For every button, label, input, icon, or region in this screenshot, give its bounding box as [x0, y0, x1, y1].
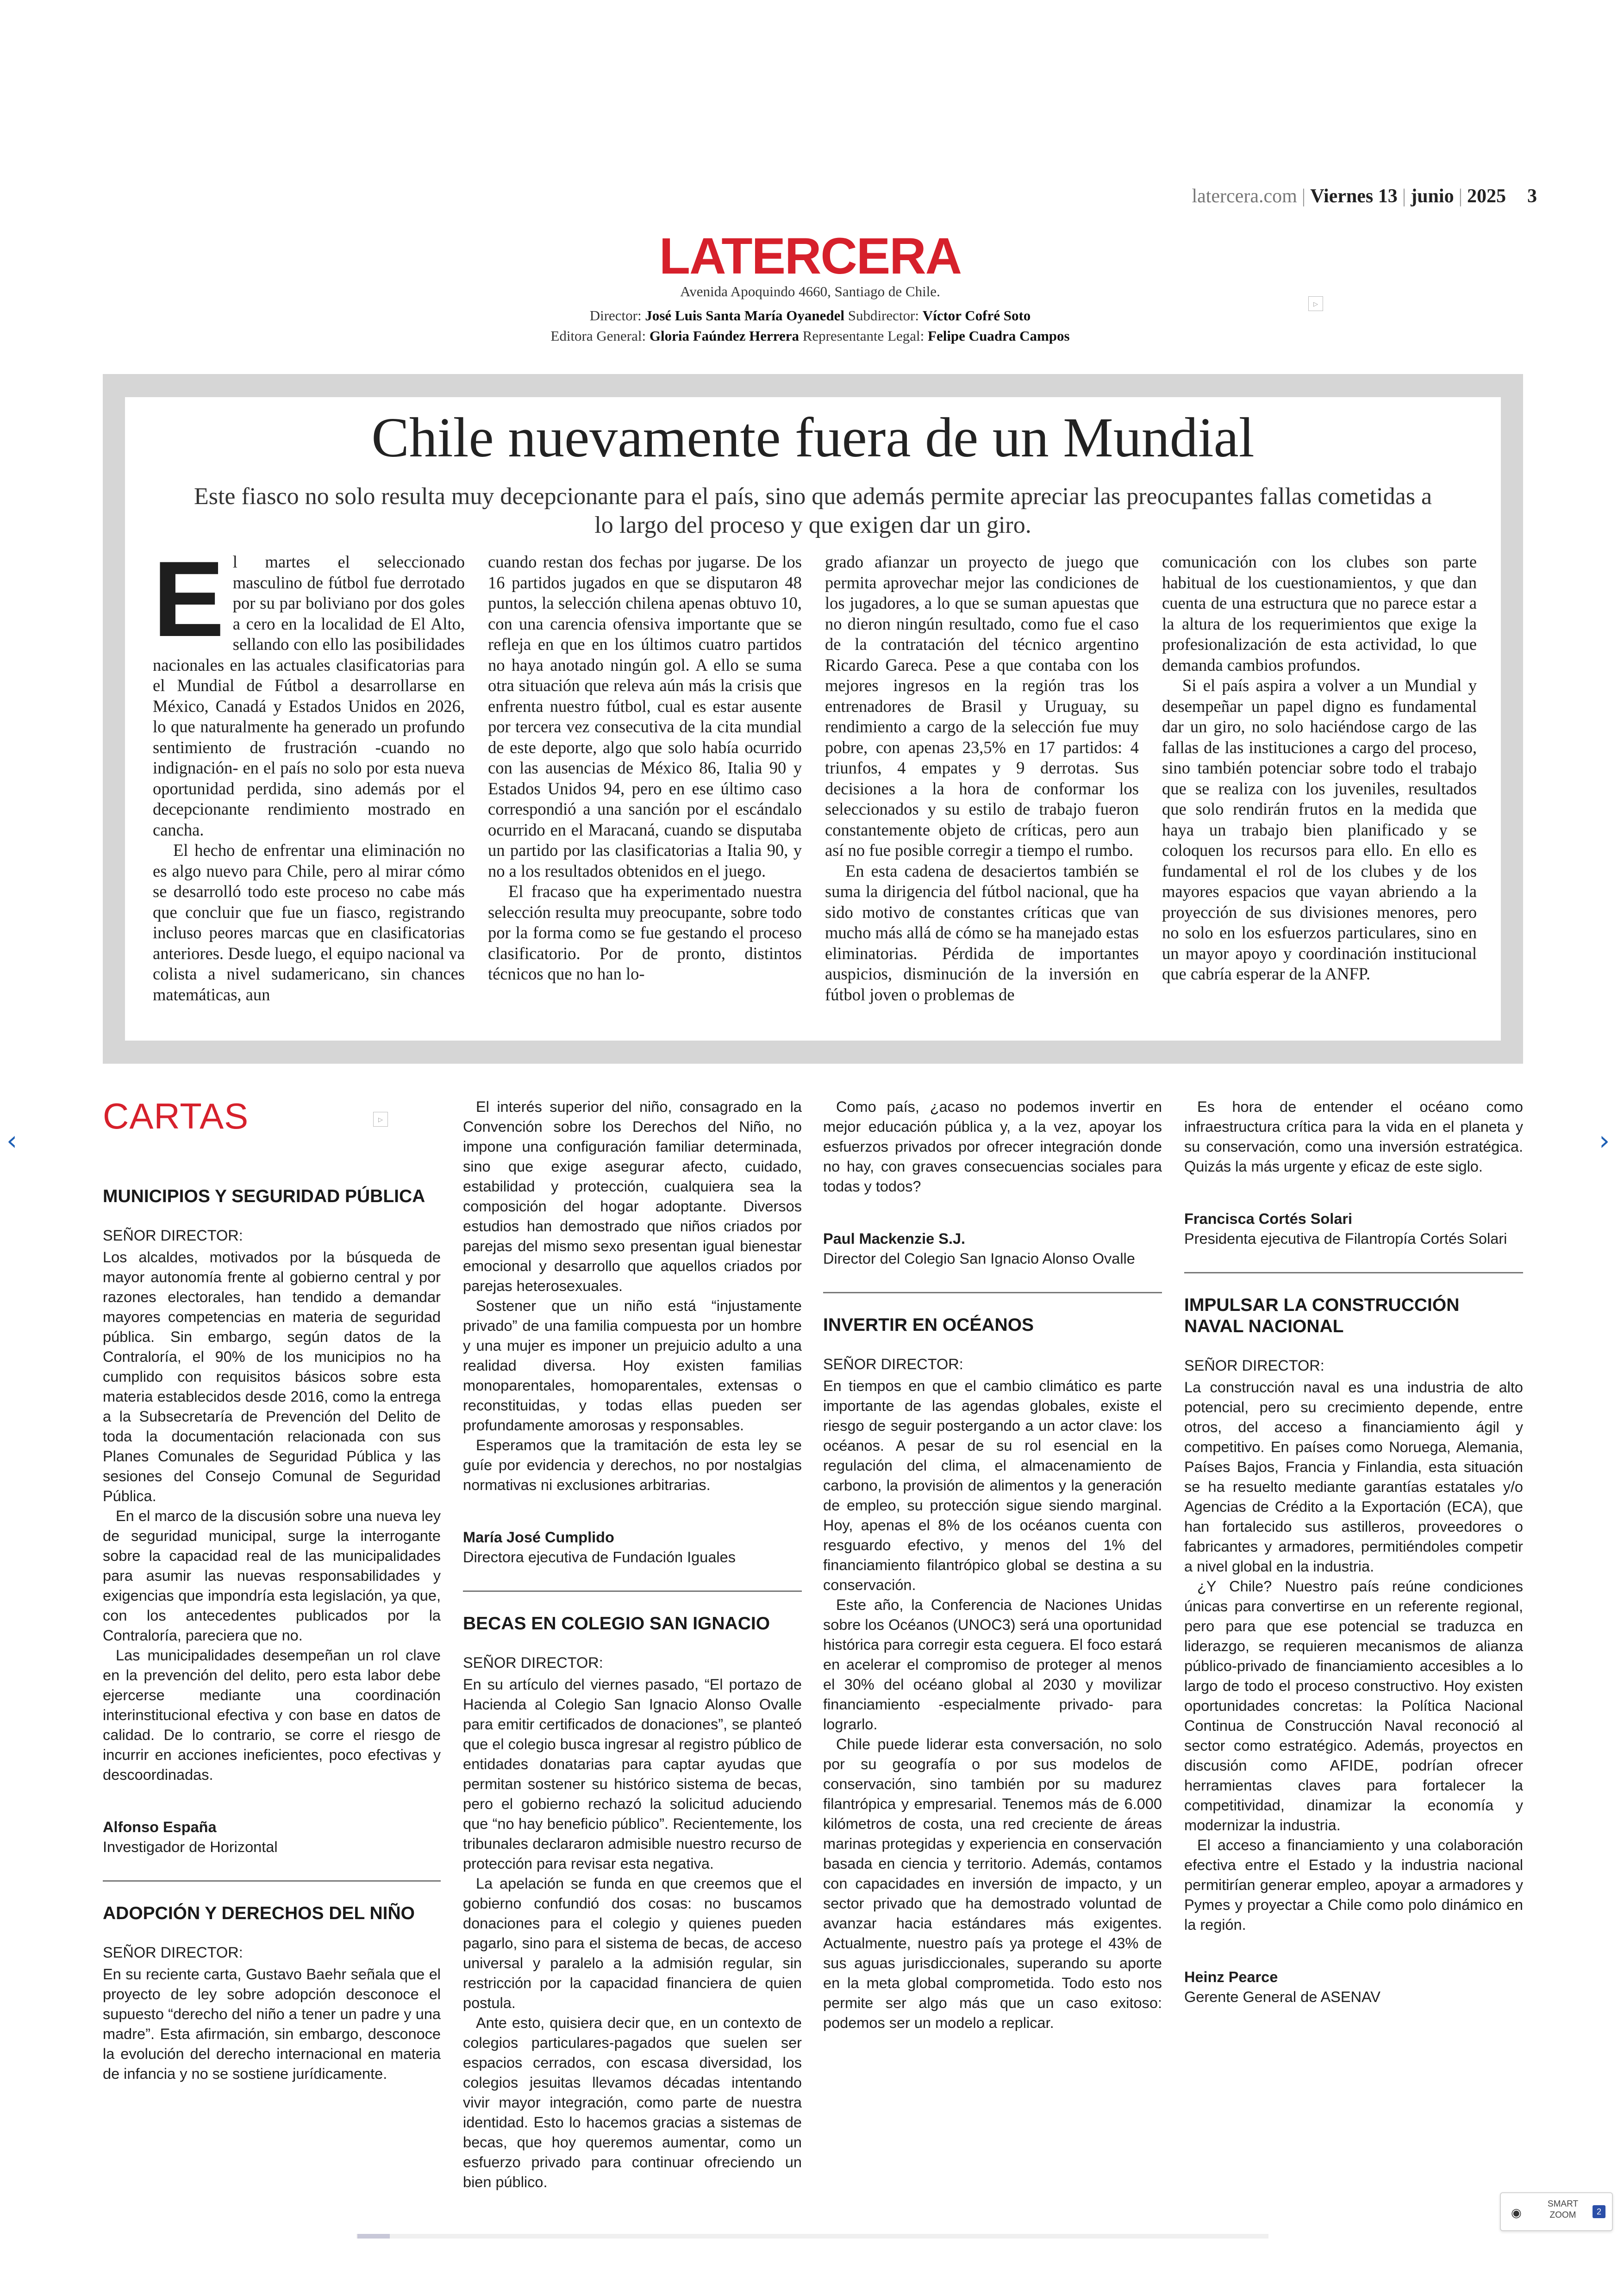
chevron-right-icon[interactable]: ›	[1599, 1125, 1610, 1156]
letter-signature: Alfonso España	[103, 1819, 217, 1835]
site-name: latercera.com	[1192, 186, 1297, 207]
masthead-staff-line1: Director: José Luis Santa María Oyanedel Subdirector: Víctor Cofré Soto	[589, 307, 1031, 324]
masthead-staff-line2: Editora General: Gloria Faúndez Herrera Representante Legal: Felipe Cuadra Campos	[550, 328, 1070, 344]
chevron-left-icon[interactable]: ‹	[6, 1125, 18, 1156]
horizontal-scrollbar[interactable]	[356, 2234, 1268, 2239]
letter-divider	[1184, 1272, 1523, 1273]
ad-marker-icon[interactable]	[1308, 296, 1323, 311]
letter-salutation: SEÑOR DIRECTOR:	[103, 1227, 243, 1244]
editorial-column-2: cuando restan dos fechas por jugarse. De los 16 partidos jugados en que se disputaron 48 puntos, la selección chilena apenas obtuvo 10, con una carencia ofensiva importante que se refleja en que en los últimos cuatro partidos no haya anotado ningún gol. A ello se suma otra situación que releva aún más la crisis que enfrenta nuestro fútbol, cual es estar ausente por tercera vez consecutiva de la cita mundial de este deporte, algo que solo había ocurrido con las ausencias de México 86, Italia 90 y Estados Unidos 94, pero en ese último caso correspondió a una sanción por el escándalo ocurrido en el Maracaná, cuando se disputaba un partido por las clasificatorias a Italia 90, y no a los resultados obtenidos en el juego. El fracaso que ha experimentado nuestra selección resulta muy preocupante, sobre todo por la forma como se fue gestando el proceso clasificatorio. Por de pronto, distintos técnicos que no han lo-	[488, 552, 802, 983]
eye-icon: ◉	[1511, 2206, 1522, 2220]
newspaper-logo: LATERCERA	[659, 228, 962, 285]
letter-heading: IMPULSAR LA CONSTRUCCIÓN NAVAL NACIONAL	[1184, 1295, 1460, 1336]
editorial-column-1: El martes el seleccionado masculino de fútbol fue derrotado por su par boliviano por dos goles a cero en la localidad de El Alto, sellando con ello las posibilidades nacionales en las actuales clasificatorias para el Mundial de Fútbol a desarrollarse en México, Canadá y Estados Unidos en 2026, lo que naturalmente ha generado un profundo sentimiento de frustración -cuando no indignación- en el país no solo por esta nueva oportunidad perdida, sino además por el decepcionante rendimiento mostrado en cancha. El hecho de enfrentar una eliminación no es algo nuevo para Chile, pero al mirar cómo se desarrolló todo este proceso no cabe más que concluir que fue un fiasco, registrando incluso peores marcas que en clasificatorias anteriores. Desde luego, el equipo nacional va colista a nivel sudamericano, sin chances matemáticas, aun	[153, 539, 465, 1004]
letter-signature: Francisca Cortés Solari	[1184, 1210, 1353, 1227]
letter-role: Gerente General de ASENAV	[1184, 1989, 1380, 2005]
page-folio: latercera.com | Viernes 13 | junio | 2025 3	[1192, 186, 1537, 207]
letter-heading: INVERTIR EN OCÉANOS	[823, 1315, 1034, 1335]
smart-zoom-label: SMART ZOOM	[1547, 2199, 1579, 2220]
letter-divider	[103, 1880, 441, 1882]
scrollbar-thumb[interactable]	[357, 2234, 390, 2239]
letter-role: Directora ejecutiva de Fundación Iguales	[463, 1549, 736, 1565]
letter-heading: BECAS EN COLEGIO SAN IGNACIO	[463, 1614, 770, 1634]
letter-role: Director del Colegio San Ignacio Alonso Ovalle	[823, 1250, 1135, 1267]
dropcap-letter: E	[153, 539, 225, 659]
editorial-headline: Chile nuevamente fuera de un Mundial	[371, 406, 1255, 469]
letter-salutation: SEÑOR DIRECTOR:	[823, 1356, 963, 1372]
letter-divider	[463, 1590, 802, 1592]
ad-marker-icon[interactable]	[373, 1112, 388, 1127]
smart-zoom-button[interactable]	[1500, 2192, 1613, 2231]
letter-divider	[823, 1292, 1162, 1293]
letter-signature: Heinz Pearce	[1184, 1969, 1278, 1985]
editorial-deck: Este fiasco no solo resulta muy decepcionante para el país, sino que además permite apreciar las preocupantes fallas cometidas a lo largo del proceso y que exigen dar un giro.	[194, 483, 1432, 538]
masthead-address: Avenida Apoquindo 4660, Santiago de Chile.	[680, 283, 940, 299]
letters-column-2: El interés superior del niño, consagrado en la Convención sobre los Derechos del Niño, no impone una configuración familiar determinada, sino que exige asegurar afecto, cuidado, estabilidad y protección, cualquiera sea la composición del hogar adoptante. Diversos estudios han demostrado que niños criados por parejas del mismo sexo presentan igual bienestar emocional y desarrollo que aquellos criados por parejas heterosexuales. Sostener que un niño está “injustamente privado” de una familia compuesta por un hombre y una mujer es imponer un prejuicio adulto a una realidad diversa. Hoy existen familias monoparentales, homoparentales, extensas o reconstituidas, y todas ellas pueden ser profundamente amorosas y responsables. Esperamos que la tramitación de esta ley se guíe por evidencia y derechos, no por nostalgias normativas ni exclusiones arbitrarias. María José Cumplido Directora ejecutiva de Fundación Iguales BECAS EN COLEGIO SAN IGNACIO SEÑOR DIRECTOR: En su artículo del viernes pasado, “El portazo de Hacienda al Colegio San Ignacio Alonso Ovalle para emitir certificados de donaciones”, se planteó que el colegio busca ingresar al registro público de entidades donatarias para captar ayudas que permitan sostener su histórico sistema de becas, pero el gobierno rechazó la solicitud aduciendo que “no hay beneficio público”. Recientemente, los tribunales declararon admisible nuestro recurso de protección para revisar esta negativa. La apelación se funda en que creemos que el gobierno confundió dos cosas: no buscamos donaciones para el colegio y quienes pueden pagarlo, sino para el sistema de becas, de acceso universal y paralelo a la admisión regular, sin restricción por la capacidad financiera de quien postula. Ante esto, quisiera decir que, en un contexto de colegios particulares-pagados que suelen ser espacios cerrados, con escasa diversidad, los colegios jesuitas llevamos décadas intentando vivir mayor integración, como parte de nuestra identidad. Esto lo hacemos gracias a sistemas de becas, que hoy queremos aumentar, como un esfuerzo privado para continuar ofreciendo un bien público.	[463, 1098, 802, 2190]
letters-column-4: Es hora de entender el océano como infraestructura crítica para la vida en el planeta y su conservación, como una inversión estratégica. Quizás la más urgente y eficaz de este siglo. Francisca Cortés Solari Presidenta ejecutiva de Filantropía Cortés Solari IMPULSAR LA CONSTRUCCIÓN NAVAL NACIONAL SEÑOR DIRECTOR: La construcción naval es una industria de alto potencial, pero su crecimiento depende, entre otros, del acceso a financiamiento ágil y competitivo. En países como Noruega, Alemania, Países Bajos, Francia y Finlandia, esta situación se ha resuelto mediante garantías estatales y/o Agencias de Crédito a la Exportación (ECA), que han fortalecido sus astilleros, proveedores o fabricantes y armadores, permitiéndoles competir a nivel global en la industria. ¿Y Chile? Nuestro país reúne condiciones únicas para convertirse en un referente regional, pero para que ese potencial se traduzca en liderazgo, se requieren mecanismos de alianza público-privado de financiamiento accesibles a lo largo de todo el proceso constructivo. Hoy existen oportunidades concretas: la Política Nacional Continua de Construcción Naval reconoció al sector como estratégico. Además, proyectos en discusión como AFIDE, podrían ofrecer herramientas claves para fortalecer la competitividad, dinamizar la economía y modernizar la industria. El acceso a financiamiento y una colaboración efectiva entre el Estado y la industria nacional permitirían generar empleo, apoyar a armadores y Pymes y proyectar a Chile como polo dinámico en la región. Heinz Pearce Gerente General de ASENAV	[1184, 1097, 1523, 2007]
date-day: Viernes 13	[1310, 186, 1398, 207]
page-number: 3	[1527, 186, 1537, 207]
letter-salutation: SEÑOR DIRECTOR:	[103, 1944, 243, 1961]
letters-column-1: MUNICIPIOS Y SEGURIDAD PÚBLICA SEÑOR DIRECTOR: Los alcaldes, motivados por la búsqueda de mayor autonomía frente al gobierno central y por razones electorales, han tendido a demandar mayores competencias en materia de seguridad pública. Sin embargo, según datos de la Contraloría, el 90% de los municipios no ha cumplido con requisitos básicos sobre esta materia establecidos desde 2016, como la entrega a la Subsecretaría de Prevención del Delito de toda la documentación relacionada con sus Planes Comunales de Seguridad Pública y las sesiones del Consejo Comunal de Seguridad Pública. En el marco de la discusión sobre una nueva ley de seguridad municipal, surge la interrogante sobre la capacidad real de las municipalidades para asumir las nuevas responsabilidades y exigencias que impondría esta legislación, ya que, con los antecedentes publicados por la Contraloría, pareciera que no. Las municipalidades desempeñan un rol clave en la prevención del delito, pero esta labor debe ejercerse mediante una coordinación interinstitucional efectiva y con base en datos de calidad. De lo contrario, se corre el riesgo de incurrir en acciones ineficientes, poco efectivas y descoordinadas. Alfonso España Investigador de Horizontal ADOPCIÓN Y DERECHOS DEL NIÑO SEÑOR DIRECTOR: En su reciente carta, Gustavo Baehr señala que el proyecto de ley sobre adopción desconoce el supuesto “derecho del niño a tener un padre y una madre”. Esta afirmación, sin embargo, desconoce la evolución del derecho internacional en materia de infancia y no se sostiene jurídicamente.	[103, 1186, 441, 2082]
svg-text:▷: ▷	[378, 1116, 383, 1123]
editorial-column-4: comunicación con los clubes son parte habitual de los cuestionamientos, y que dan cuenta de una estructura que no parece estar a la altura de los requerimientos que exige la profesionalización de esta actividad, lo que demanda cambios profundos. Si el país aspira a volver a un Mundial y desempeñar un papel digno es fundamental dar un giro, no solo haciéndose cargo de las fallas de las instituciones a cargo del proceso, sino también potenciar sobre todo el trabajo que se realiza con los juveniles, resultados que solo rendirán frutos en la medida que haya un trabajo bien planificado y se coloquen los recursos para ello. En ello es fundamental el rol de los clubes y de los mayores espacios que vayan abriendo a la proyección de sus divisiones menores, pero no solo en los esfuerzos particulares, sino en un mayor apoyo y coordinación institucional que cabría esperar de la ANFP.	[1162, 552, 1477, 983]
zoom-level-badge: 2	[1593, 2205, 1605, 2218]
editorial-column-3: grado afianzar un proyecto de juego que permita aprovechar mejor las condiciones de los jugadores, a lo que se suman apuestas que no dieron ningún resultado, como fue el caso de la contratación del técnico argentino Ricardo Gareca. Pese a que contaba con los mejores ingresos en la región tras los entrenadores de Brasil y Uruguay, su rendimiento a cargo de la selección fue muy pobre, con apenas 23,5% en 17 partidos: 4 triunfos, 4 empates y 9 derrotas. Sus decisiones a la hora de conformar los seleccionados y su estilo de trabajo fueron constantemente objeto de críticas, pero aun así no fue posible corregir a tiempo el rumbo. En esta cadena de desaciertos también se suma la dirigencia del fútbol nacional, que ha sido motivo de constantes críticas que van mucho más allá de cómo se ha manejado estas eliminatorias. Pérdida de importantes auspicios, disminución de la inversión en fútbol joven o problemas de	[825, 552, 1139, 1004]
svg-text:▷: ▷	[1313, 300, 1318, 307]
letters-column-3: Como país, ¿acaso no podemos invertir en mejor educación pública y, a la vez, apoyar los esfuerzos privados por ofrecer integración donde no hay, con graves consecuencias sociales para todas y todos? Paul Mackenzie S.J. Director del Colegio San Ignacio Alonso Ovalle INVERTIR EN OCÉANOS SEÑOR DIRECTOR: En tiempos en que el cambio climático es parte importante de las agendas globales, existe el riesgo de seguir postergando a un actor clave: los océanos. A pesar de su rol esencial en la regulación del clima, el almacenamiento de carbono, la provisión de alimentos y la generación de empleo, su protección sigue siendo marginal. Hoy, apenas el 8% de los océanos cuenta con resguardo efectivo, y menos del 1% del financiamiento filantrópico global se destina a su conservación. Este año, la Conferencia de Naciones Unidas sobre los Océanos (UNOC3) será una oportunidad histórica para corregir esta ceguera. El foco estará en acelerar el compromiso de proteger al menos el 30% del océano global al 2030 y movilizar financiamiento -especialmente privado- para lograrlo. Chile puede liderar esta conversación, no solo por su geografía o por sus modelos de conservación, sino también por su madurez filantrópica y empresarial. Tenemos más de 6.000 kilómetros de costa, una red creciente de áreas marinas protegidas y experiencia en conservación basada en ciencia y territorio. Además, contamos con capacidades en inversión de impacto, y un sector privado que ha demostrado voluntad de avanzar hacia estándares más exigentes. Actualmente, nuestro país ya protege el 43% de sus aguas jurisdiccionales, superando su aporte en la meta global comprometida. Todo esto nos permite ser algo más que un caso exitoso: podemos ser un modelo a replicar.	[823, 1098, 1162, 2031]
letter-signature: María José Cumplido	[463, 1529, 614, 1546]
section-title-cartas: CARTAS	[103, 1096, 249, 1136]
letter-role: Investigador de Horizontal	[103, 1839, 278, 1855]
letter-heading: MUNICIPIOS Y SEGURIDAD PÚBLICA	[103, 1186, 425, 1206]
letter-salutation: SEÑOR DIRECTOR:	[463, 1654, 603, 1671]
letter-salutation: SEÑOR DIRECTOR:	[1184, 1357, 1324, 1374]
letter-signature: Paul Mackenzie S.J.	[823, 1230, 966, 1247]
letter-heading: ADOPCIÓN Y DERECHOS DEL NIÑO	[103, 1903, 415, 1923]
date-month: junio	[1411, 186, 1454, 207]
date-year: 2025	[1467, 186, 1506, 207]
letter-role: Presidenta ejecutiva de Filantropía Cortés Solari	[1184, 1230, 1507, 1247]
